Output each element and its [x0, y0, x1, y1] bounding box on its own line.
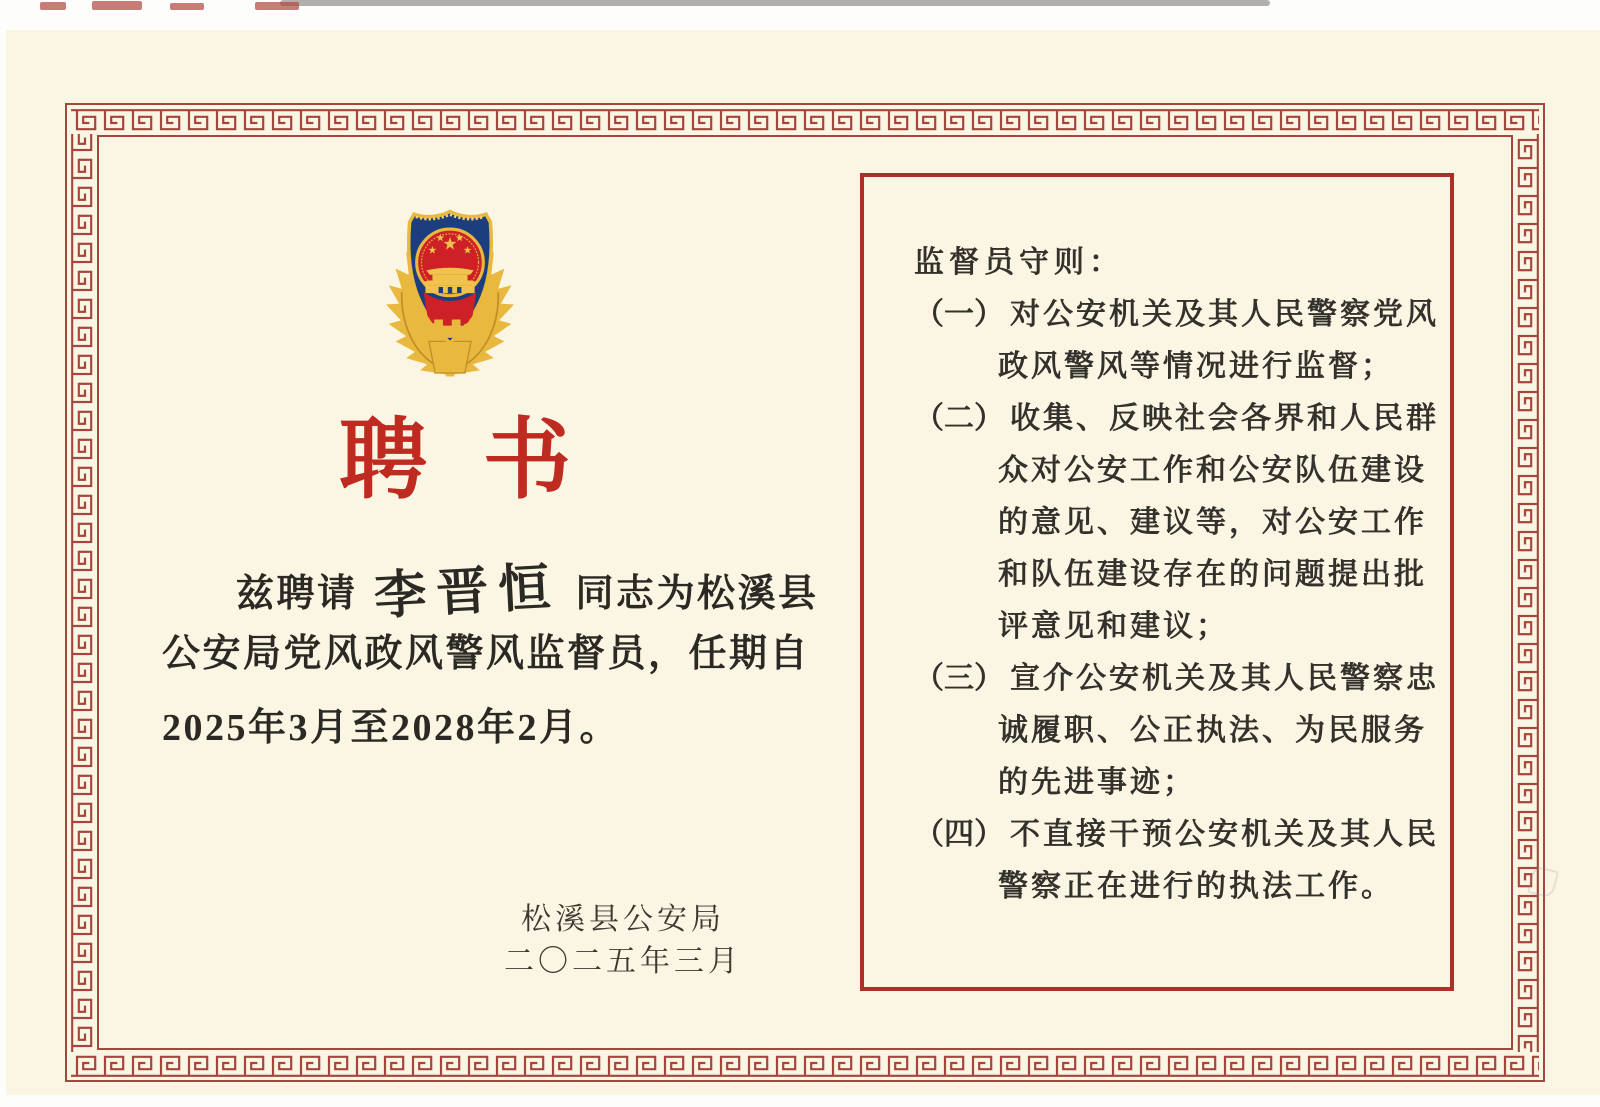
rule-line: 政风警风等情况进行监督； — [998, 350, 1394, 383]
rule-item-4 — [914, 809, 1439, 913]
scan-artifact — [280, 0, 1270, 6]
body-line-2: 公安局党风政风警风监督员，任期自 — [162, 633, 811, 675]
signature-block — [458, 900, 788, 982]
rule-text: 对公安机关及其人民警察党风 — [1010, 298, 1439, 331]
meander-border-right — [1515, 134, 1539, 1052]
body-line-1 — [236, 546, 819, 626]
body-prefix: 兹聘请 — [236, 573, 358, 615]
body-line-3: 2025年3月至2028年2月。 — [162, 707, 621, 749]
rule-text: 收集、反映社会各界和人民群 — [1010, 402, 1439, 435]
rule-line: 众对公安工作和公安队伍建设 — [998, 454, 1427, 487]
issuing-organization: 松溪县公安局 — [521, 903, 725, 936]
police-badge-icon — [362, 194, 538, 380]
rule-number: （四） — [914, 818, 1004, 851]
rule-line — [914, 393, 1439, 445]
rule-line: 评意见和建议； — [998, 610, 1229, 643]
rule-text: 不直接干预公安机关及其人民 — [1010, 818, 1439, 851]
rule-line — [914, 653, 1439, 705]
rule-number: （二） — [914, 402, 1004, 435]
rule-number: （三） — [914, 662, 1004, 695]
rule-item-2 — [914, 393, 1439, 653]
meander-border-top — [71, 109, 1539, 133]
rule-item-3 — [914, 653, 1439, 809]
rule-line: 警察正在进行的执法工作。 — [998, 870, 1394, 903]
scan-artifact — [40, 2, 66, 10]
meander-border-left — [71, 134, 95, 1052]
rule-line: 的意见、建议等，对公安工作 — [998, 506, 1427, 539]
certificate-title: 聘 书 — [338, 413, 573, 510]
meander-border-bottom — [71, 1053, 1539, 1077]
rule-item-1 — [914, 289, 1439, 393]
issue-date: 二〇二五年三月 — [504, 945, 742, 978]
certificate-paper — [6, 30, 1600, 1095]
body-suffix: 同志为松溪县 — [575, 573, 819, 615]
rule-line: 的先进事迹； — [998, 766, 1196, 799]
supervisor-rules-panel — [860, 173, 1454, 991]
scan-artifact — [255, 2, 299, 10]
rule-number: （一） — [914, 298, 1004, 331]
rule-line — [914, 289, 1439, 341]
scan-artifact — [92, 1, 142, 10]
recipient-name: 李晋恒 — [372, 559, 562, 626]
scan-artifact — [170, 3, 204, 10]
rule-text: 宣介公安机关及其人民警察忠 — [1010, 662, 1439, 695]
rule-line: 和队伍建设存在的问题提出批 — [998, 558, 1427, 591]
rule-line: 诚履职、公正执法、为民服务 — [998, 714, 1427, 747]
rule-line — [914, 809, 1439, 861]
rules-heading: 监督员守则： — [914, 246, 1124, 279]
